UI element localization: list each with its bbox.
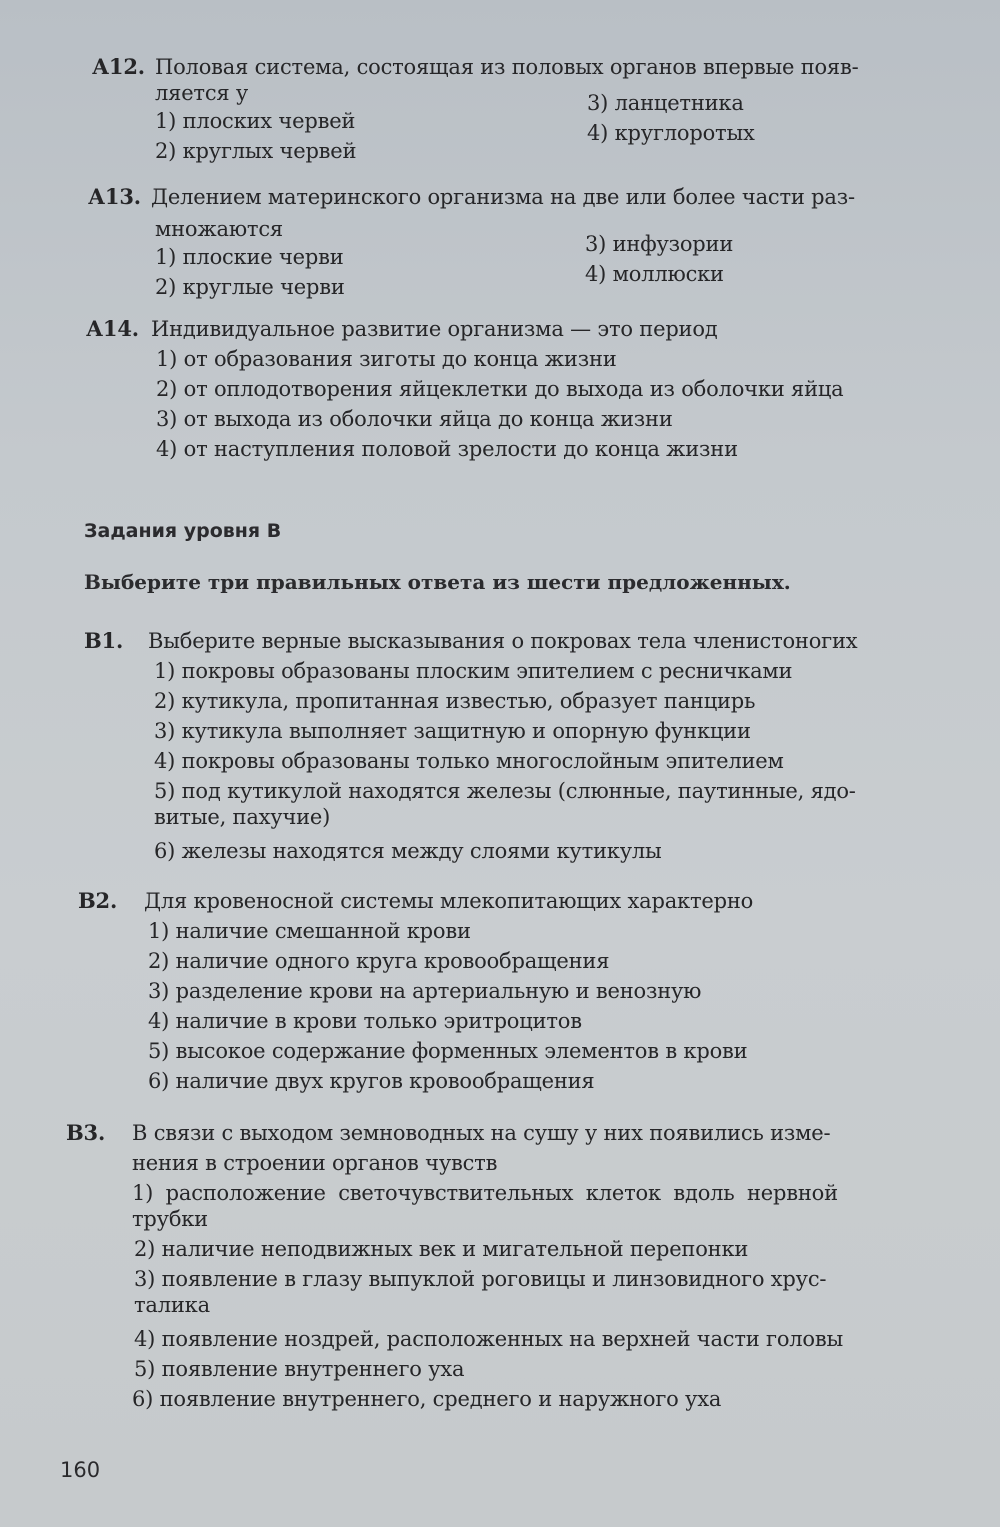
answer-option: 2) наличие одного круга кровообращения [148,949,610,973]
answer-option: 4) круглоротых [587,121,755,145]
question-number: В2. [78,888,118,913]
answer-option: 1) покровы образованы плоским эпителием с ресничками [154,659,793,683]
answer-option: 4) от наступления половой зрелости до конца жизни [156,437,738,461]
question-stem: Для кровеносной системы млекопитающих характерно [144,889,754,913]
question-number: В1. [84,628,124,653]
section-instruction: Выберите три правильных ответа из шести предложенных. [84,570,791,594]
question-stem-cont: нения в строении органов чувств [132,1151,498,1175]
answer-option: 5) под кутикулой находятся железы (слюнные, паутинные, ядо- [154,779,856,803]
answer-option: 6) железы находятся между слоями кутикулы [154,839,662,863]
answer-option: 3) кутикула выполняет защитную и опорную функции [154,719,751,743]
answer-option: 3) ланцетника [587,91,744,115]
answer-option: 2) наличие неподвижных век и мигательной перепонки [134,1237,749,1261]
answer-option: 3) от выхода из оболочки яйца до конца жизни [156,407,673,431]
answer-option: 6) появление внутреннего, среднего и наружного уха [132,1387,722,1411]
answer-option: 4) наличие в крови только эритроцитов [148,1009,582,1033]
answer-option-cont: витые, пахучие) [154,805,331,829]
answer-option: 5) высокое содержание форменных элементов в крови [148,1039,748,1063]
question-number: А12. [92,54,145,79]
answer-option: 1) расположение светочувствительных клеток вдоль нервной [132,1181,838,1205]
answer-option: 2) кутикула, пропитанная известью, образует панцирь [154,689,756,713]
question-stem: Выберите верные высказывания о покровах тела членистоногих [148,629,858,653]
answer-option: 1) наличие смешанной крови [148,919,471,943]
question-stem-cont: ляется у [155,81,249,105]
question-stem: Делением материнского организма на две или более части раз- [151,185,855,209]
answer-option-cont: талика [134,1293,210,1317]
page-number: 160 [60,1458,101,1482]
question-a13 [88,182,968,308]
question-number: А14. [86,316,139,341]
section-heading: Задания уровня В [84,520,282,542]
question-b3 [66,1118,971,1414]
question-number: В3. [66,1120,106,1145]
answer-option: 1) плоские черви [155,245,344,269]
answer-option: 6) наличие двух кругов кровообращения [148,1069,595,1093]
answer-option: 2) круглые черви [155,275,345,299]
question-stem: Половая система, состоящая из половых органов впервые появ- [155,55,859,79]
question-stem: В связи с выходом земноводных на сушу у них появились изме- [132,1121,831,1145]
question-b1 [84,626,974,866]
answer-option: 4) моллюски [585,262,724,286]
question-a14 [86,314,966,464]
answer-option: 1) от образования зиготы до конца жизни [156,347,617,371]
answer-option-cont: трубки [132,1207,208,1231]
answer-option: 4) появление ноздрей, расположенных на верхней части головы [134,1327,844,1351]
question-stem: Индивидуальное развитие организма — это период [151,317,718,341]
answer-option: 2) круглых червей [155,139,357,163]
answer-option: 5) появление внутреннего уха [134,1357,465,1381]
answer-option: 1) плоских червей [155,109,356,133]
question-stem-cont: множаются [155,217,283,241]
answer-option: 3) разделение крови на артериальную и венозную [148,979,702,1003]
question-b2 [78,886,968,1096]
question-a12 [92,52,972,172]
answer-option: 3) появление в глазу выпуклой роговицы и линзовидного хрус- [134,1267,827,1291]
answer-option: 3) инфузории [585,232,734,256]
answer-option: 4) покровы образованы только многослойным эпителием [154,749,784,773]
question-number: А13. [88,184,141,209]
answer-option: 2) от оплодотворения яйцеклетки до выхода из оболочки яйца [156,377,844,401]
